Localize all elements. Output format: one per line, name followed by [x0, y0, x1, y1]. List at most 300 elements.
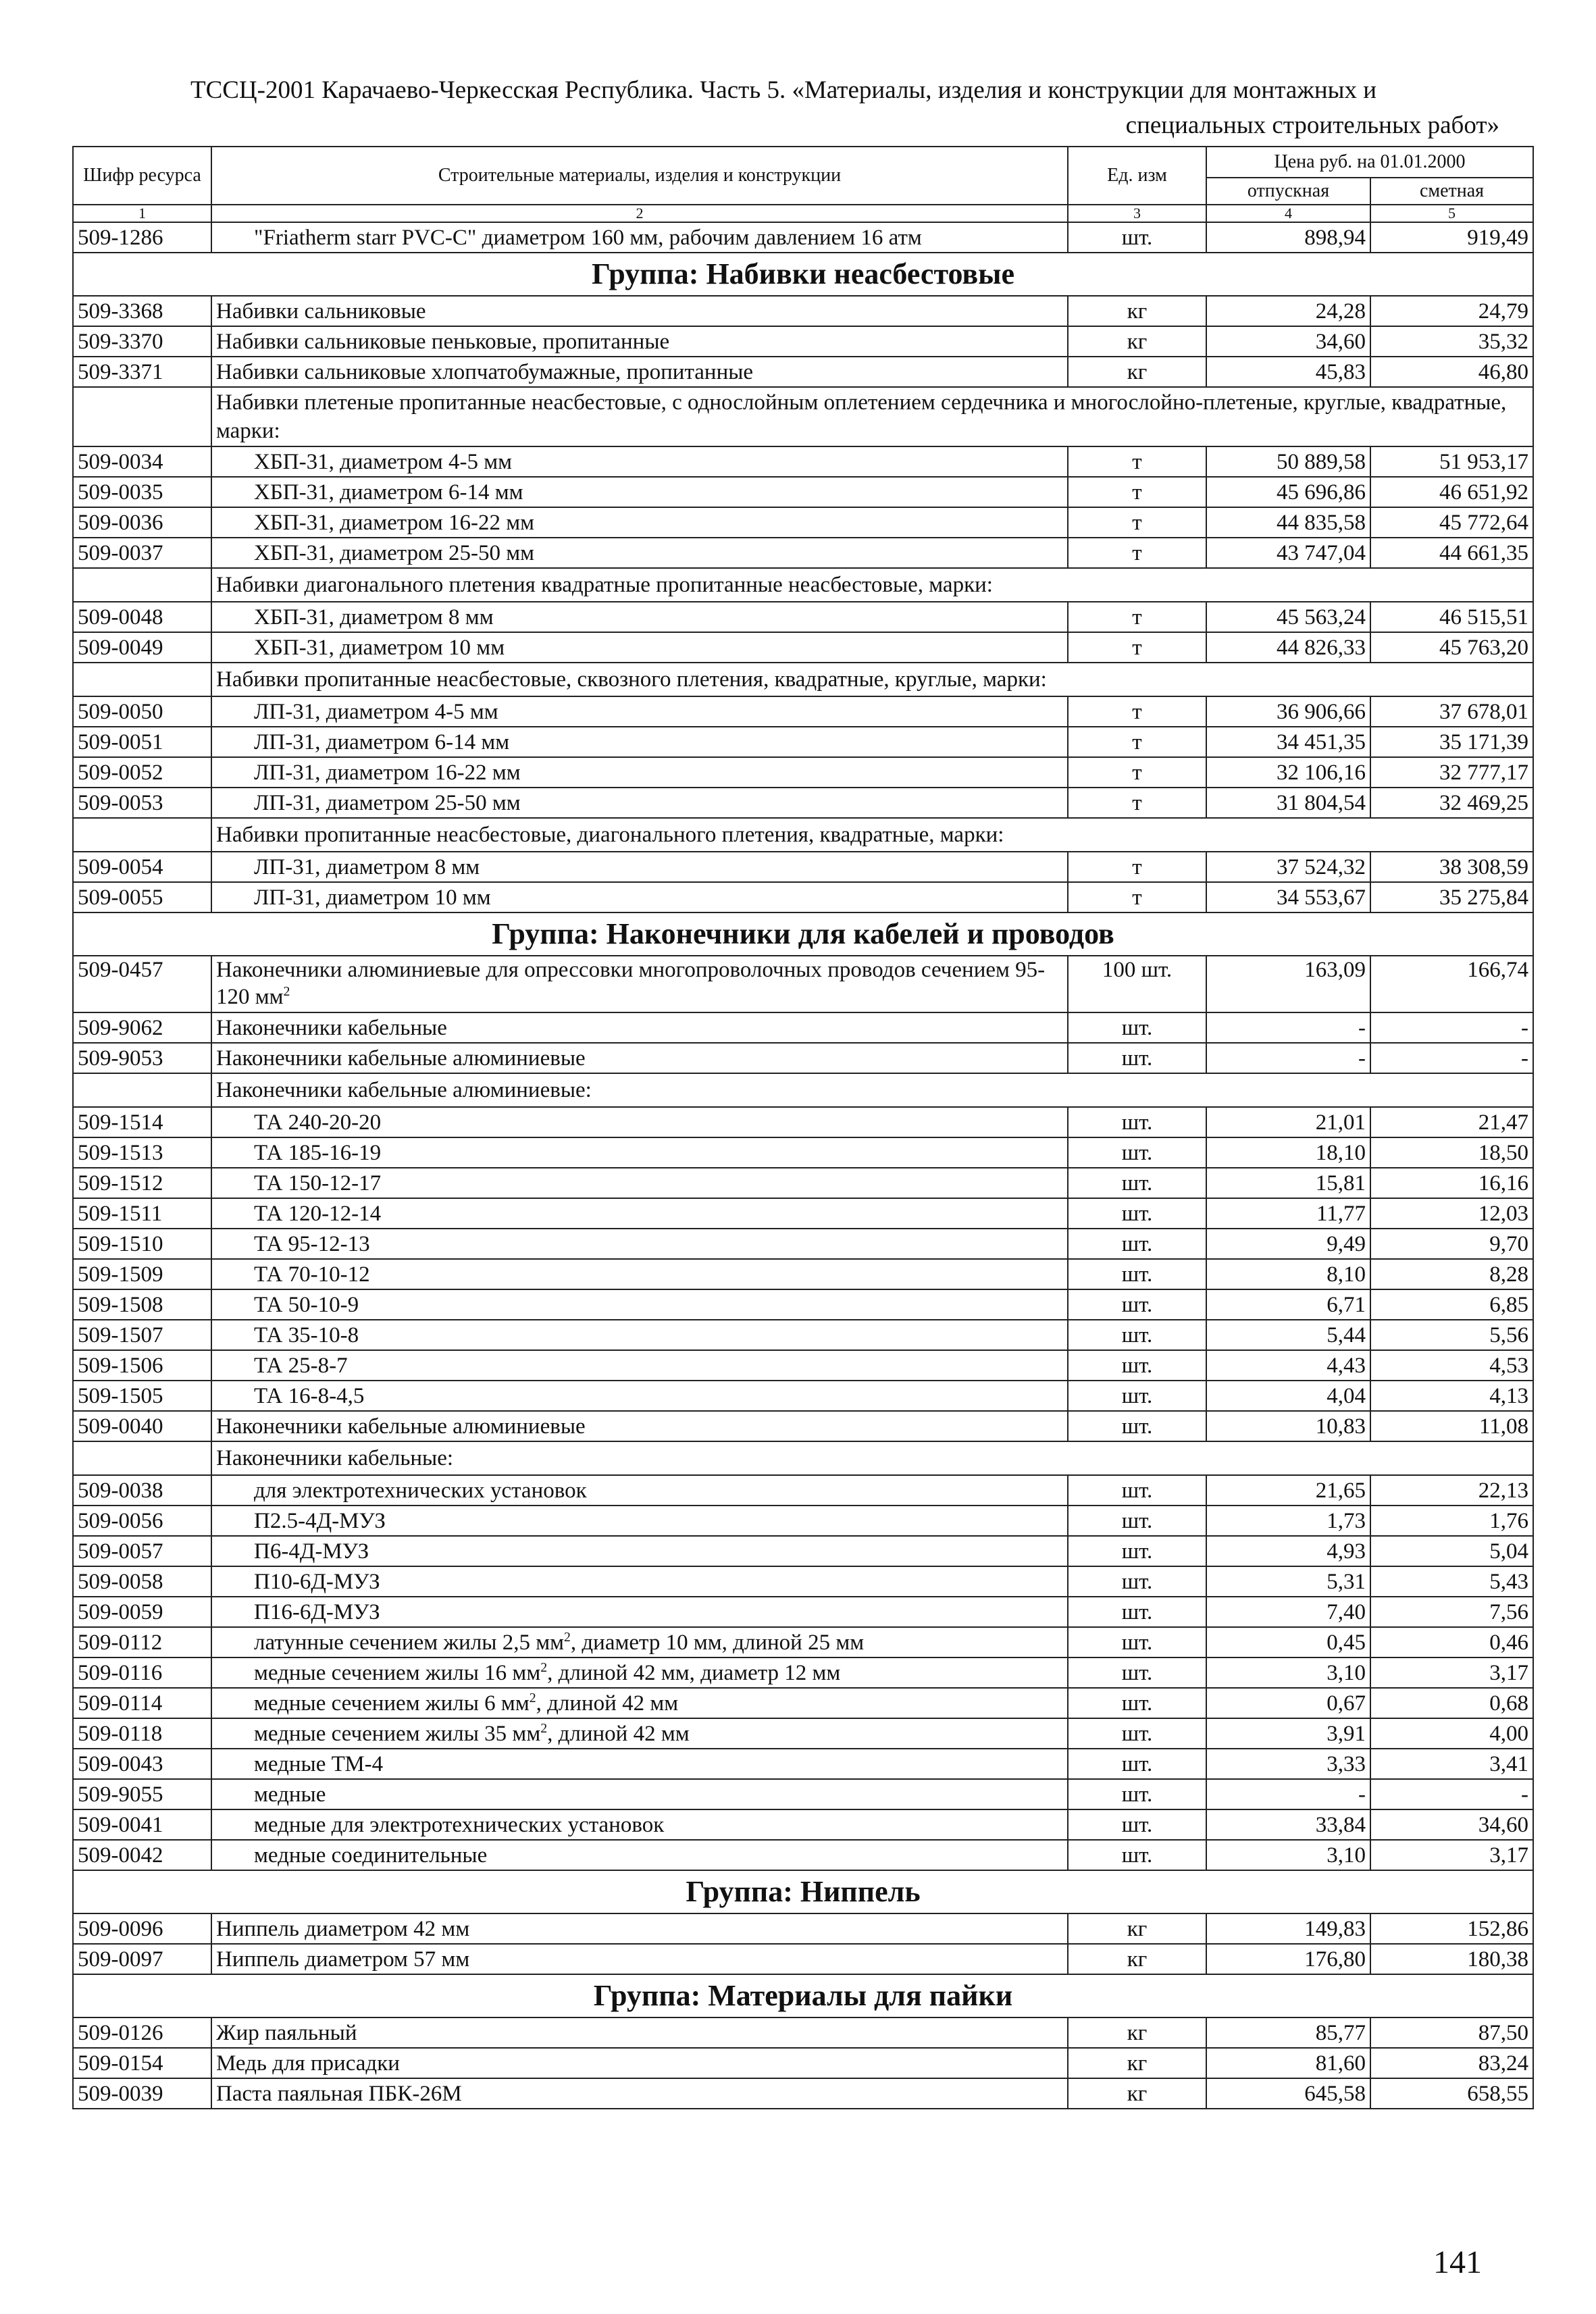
material-name: Наконечники кабельные алюминиевые [211, 1411, 1068, 1441]
group-title: Группа: Материалы для пайки [73, 1974, 1533, 2017]
price-estimate: 1,76 [1370, 1506, 1533, 1536]
table-cell-empty [73, 663, 211, 696]
table-row [73, 2017, 1533, 2048]
resource-code: 509-0043 [73, 1749, 211, 1779]
table-row [73, 757, 1533, 788]
table-row [73, 1506, 1533, 1536]
resource-code: 509-0052 [73, 757, 211, 788]
table-row [73, 1688, 1533, 1718]
price-estimate: 18,50 [1370, 1137, 1533, 1168]
material-name: ТА 185-16-19 [211, 1137, 1068, 1168]
price-estimate: 51 953,17 [1370, 446, 1533, 477]
material-name-text: латунные сечением жилы 2,5 мм [254, 1630, 564, 1655]
price-estimate: - [1370, 1043, 1533, 1073]
price-release: - [1206, 1043, 1370, 1073]
price-estimate: 35,32 [1370, 326, 1533, 357]
resource-code: 509-1505 [73, 1381, 211, 1411]
price-estimate: 8,28 [1370, 1259, 1533, 1289]
resource-code: 509-0036 [73, 507, 211, 538]
material-name: Набивки сальниковые [211, 296, 1068, 326]
price-release: 0,45 [1206, 1627, 1370, 1657]
unit-cell: кг [1068, 296, 1206, 326]
unit-cell: кг [1068, 1944, 1206, 1974]
resource-code: 509-1506 [73, 1350, 211, 1381]
header-name: Строительные материалы, изделия и конструкции [211, 147, 1068, 205]
unit-cell: кг [1068, 357, 1206, 387]
price-estimate: 12,03 [1370, 1198, 1533, 1229]
resource-code: 509-3370 [73, 326, 211, 357]
resource-code: 509-3368 [73, 296, 211, 326]
table-row [73, 1779, 1533, 1809]
unit-cell: шт. [1068, 1566, 1206, 1597]
subheading-text: Наконечники кабельные алюминиевые: [211, 1073, 1533, 1107]
page-number: 141 [1433, 2244, 1482, 2280]
table-row [73, 956, 1533, 1012]
table-row [73, 1566, 1533, 1597]
group-header-row [73, 253, 1533, 296]
table-row [73, 1657, 1533, 1688]
resource-code: 509-0457 [73, 956, 211, 1012]
table-row [73, 1381, 1533, 1411]
price-estimate: 46 651,92 [1370, 477, 1533, 507]
table-row [73, 1168, 1533, 1198]
unit-cell: шт. [1068, 1381, 1206, 1411]
resource-code: 509-0040 [73, 1411, 211, 1441]
unit-cell: т [1068, 602, 1206, 632]
price-release: 44 835,58 [1206, 507, 1370, 538]
material-name: Жир паяльный [211, 2017, 1068, 2048]
resource-code: 509-0057 [73, 1536, 211, 1566]
material-name: Наконечники кабельные [211, 1012, 1068, 1043]
material-name: П10-6Д-МУЗ [211, 1566, 1068, 1597]
superscript: 2 [529, 1690, 536, 1705]
unit-cell: 100 шт. [1068, 956, 1206, 1012]
unit-cell: т [1068, 788, 1206, 818]
material-name: ЛП-31, диаметром 25-50 мм [211, 788, 1068, 818]
resource-code: 509-1507 [73, 1320, 211, 1350]
resource-code: 509-1286 [73, 222, 211, 253]
document-title-line2: специальных строительных работ» [1125, 111, 1499, 139]
unit-cell: кг [1068, 2048, 1206, 2078]
material-name: для электротехнических установок [211, 1475, 1068, 1506]
price-release: 32 106,16 [1206, 757, 1370, 788]
table-row [73, 507, 1533, 538]
unit-cell: шт. [1068, 1012, 1206, 1043]
resource-code: 509-0126 [73, 2017, 211, 2048]
table-row [73, 1840, 1533, 1870]
material-name: П16-6Д-МУЗ [211, 1597, 1068, 1627]
table-row [73, 1350, 1533, 1381]
material-name: ТА 50-10-9 [211, 1289, 1068, 1320]
price-estimate: 32 469,25 [1370, 788, 1533, 818]
header-col-number: 2 [211, 205, 1068, 222]
material-name [211, 1718, 1068, 1749]
price-release: 81,60 [1206, 2048, 1370, 2078]
price-estimate: 7,56 [1370, 1597, 1533, 1627]
table-row [73, 1749, 1533, 1779]
table-row [73, 1229, 1533, 1259]
unit-cell: кг [1068, 326, 1206, 357]
resource-code: 509-0051 [73, 727, 211, 757]
price-release: 21,01 [1206, 1107, 1370, 1137]
unit-cell: шт. [1068, 222, 1206, 253]
resource-code: 509-0042 [73, 1840, 211, 1870]
price-release: 45 563,24 [1206, 602, 1370, 632]
material-name: "Friatherm starr PVC-C" диаметром 160 мм, рабочим давлением 16 атм [211, 222, 1068, 253]
material-name-text: , длиной 42 мм [547, 1721, 690, 1746]
price-estimate: 152,86 [1370, 1913, 1533, 1944]
price-release: - [1206, 1779, 1370, 1809]
material-name: ЛП-31, диаметром 16-22 мм [211, 757, 1068, 788]
price-release: 15,81 [1206, 1168, 1370, 1198]
price-estimate: 35 275,84 [1370, 882, 1533, 912]
resource-code: 509-0097 [73, 1944, 211, 1974]
subheading-text: Набивки пропитанные неасбестовые, сквозного плетения, квадратные, круглые, марки: [211, 663, 1533, 696]
unit-cell: шт. [1068, 1657, 1206, 1688]
material-name: ТА 16-8-4,5 [211, 1381, 1068, 1411]
table-row [73, 882, 1533, 912]
unit-cell: шт. [1068, 1107, 1206, 1137]
material-name: медные ТМ-4 [211, 1749, 1068, 1779]
material-name: ТА 95-12-13 [211, 1229, 1068, 1259]
material-name: медные соединительные [211, 1840, 1068, 1870]
price-estimate: 11,08 [1370, 1411, 1533, 1441]
unit-cell: шт. [1068, 1779, 1206, 1809]
table-row [73, 1107, 1533, 1137]
price-estimate: 45 763,20 [1370, 632, 1533, 663]
unit-cell: т [1068, 727, 1206, 757]
price-release: 3,33 [1206, 1749, 1370, 1779]
price-release: 24,28 [1206, 296, 1370, 326]
material-name: ЛП-31, диаметром 6-14 мм [211, 727, 1068, 757]
resource-code: 509-0058 [73, 1566, 211, 1597]
resource-code: 509-0041 [73, 1809, 211, 1840]
unit-cell: шт. [1068, 1475, 1206, 1506]
price-estimate: 38 308,59 [1370, 852, 1533, 882]
price-release: 8,10 [1206, 1259, 1370, 1289]
price-estimate: 180,38 [1370, 1944, 1533, 1974]
unit-cell: т [1068, 538, 1206, 568]
resource-code: 509-1509 [73, 1259, 211, 1289]
header-col-number: 4 [1206, 205, 1370, 222]
table-cell-empty [73, 568, 211, 602]
material-name: ЛП-31, диаметром 4-5 мм [211, 696, 1068, 727]
price-estimate: 35 171,39 [1370, 727, 1533, 757]
material-name-text: медные сечением жилы 35 мм [254, 1721, 541, 1746]
price-estimate: 24,79 [1370, 296, 1533, 326]
table-row [73, 1597, 1533, 1627]
unit-cell: шт. [1068, 1506, 1206, 1536]
price-estimate: - [1370, 1779, 1533, 1809]
resource-code: 509-9053 [73, 1043, 211, 1073]
price-release: 10,83 [1206, 1411, 1370, 1441]
price-release: 34 553,67 [1206, 882, 1370, 912]
table-row [73, 852, 1533, 882]
price-estimate: 22,13 [1370, 1475, 1533, 1506]
price-release: 33,84 [1206, 1809, 1370, 1840]
unit-cell: шт. [1068, 1411, 1206, 1441]
material-name: ТА 35-10-8 [211, 1320, 1068, 1350]
table-row [73, 2048, 1533, 2078]
unit-cell: шт. [1068, 1168, 1206, 1198]
resource-code: 509-0114 [73, 1688, 211, 1718]
subheading-text: Набивки диагонального плетения квадратные пропитанные неасбестовые, марки: [211, 568, 1533, 602]
header-col-number: 3 [1068, 205, 1206, 222]
material-name: Набивки сальниковые пеньковые, пропитанные [211, 326, 1068, 357]
resource-code: 509-3371 [73, 357, 211, 387]
material-name: Наконечники кабельные алюминиевые [211, 1043, 1068, 1073]
unit-cell: т [1068, 882, 1206, 912]
resource-code: 509-0056 [73, 1506, 211, 1536]
unit-cell: шт. [1068, 1043, 1206, 1073]
table-row [73, 1289, 1533, 1320]
group-title: Группа: Набивки неасбестовые [73, 253, 1533, 296]
unit-cell: шт. [1068, 1289, 1206, 1320]
price-release: 5,31 [1206, 1566, 1370, 1597]
resource-code: 509-0112 [73, 1627, 211, 1657]
price-estimate: 4,13 [1370, 1381, 1533, 1411]
price-estimate: 4,53 [1370, 1350, 1533, 1381]
header-col-number: 5 [1370, 205, 1533, 222]
material-name: ТА 25-8-7 [211, 1350, 1068, 1381]
material-name-text: , длиной 42 мм [536, 1691, 679, 1716]
resource-code: 509-9062 [73, 1012, 211, 1043]
resource-code: 509-0034 [73, 446, 211, 477]
price-estimate: 16,16 [1370, 1168, 1533, 1198]
price-release: 645,58 [1206, 2078, 1370, 2109]
unit-cell: шт. [1068, 1688, 1206, 1718]
table-row [73, 538, 1533, 568]
material-name: ХБП-31, диаметром 10 мм [211, 632, 1068, 663]
group-title: Группа: Наконечники для кабелей и проводов [73, 912, 1533, 956]
resource-code: 509-0048 [73, 602, 211, 632]
material-name: ЛП-31, диаметром 8 мм [211, 852, 1068, 882]
price-estimate: 6,85 [1370, 1289, 1533, 1320]
price-release: 6,71 [1206, 1289, 1370, 1320]
resource-code: 509-0050 [73, 696, 211, 727]
price-release: 85,77 [1206, 2017, 1370, 2048]
price-estimate: - [1370, 1012, 1533, 1043]
material-name: ЛП-31, диаметром 10 мм [211, 882, 1068, 912]
material-name: ХБП-31, диаметром 4-5 мм [211, 446, 1068, 477]
resource-code: 509-1513 [73, 1137, 211, 1168]
price-release: 0,67 [1206, 1688, 1370, 1718]
subheading-row [73, 663, 1533, 696]
resource-code: 509-0116 [73, 1657, 211, 1688]
header-code: Шифр ресурса [73, 147, 211, 205]
unit-cell: т [1068, 757, 1206, 788]
resource-code: 509-0096 [73, 1913, 211, 1944]
price-estimate: 919,49 [1370, 222, 1533, 253]
material-name: П2.5-4Д-МУЗ [211, 1506, 1068, 1536]
resource-code: 509-1514 [73, 1107, 211, 1137]
unit-cell: шт. [1068, 1627, 1206, 1657]
material-name: медные [211, 1779, 1068, 1809]
table-row [73, 1475, 1533, 1506]
material-name: ТА 70-10-12 [211, 1259, 1068, 1289]
price-release: 50 889,58 [1206, 446, 1370, 477]
material-name-text: , диаметр 10 мм, длиной 25 мм [570, 1630, 865, 1655]
material-name-text: Наконечники алюминиевые для опрессовки многопроволочных проводов сечением 95-120 мм [216, 958, 1046, 1009]
price-release: 176,80 [1206, 1944, 1370, 1974]
material-name: Ниппель диаметром 42 мм [211, 1913, 1068, 1944]
material-name [211, 1688, 1068, 1718]
table-row [73, 1043, 1533, 1073]
price-estimate: 3,41 [1370, 1749, 1533, 1779]
subheading-text: Наконечники кабельные: [211, 1441, 1533, 1475]
table-cell-empty [73, 818, 211, 852]
table-row [73, 1259, 1533, 1289]
table-row [73, 788, 1533, 818]
superscript: 2 [540, 1720, 548, 1736]
superscript: 2 [540, 1660, 548, 1675]
subheading-row [73, 1441, 1533, 1475]
unit-cell: т [1068, 446, 1206, 477]
price-estimate: 0,46 [1370, 1627, 1533, 1657]
unit-cell: шт. [1068, 1229, 1206, 1259]
table-row [73, 296, 1533, 326]
table-row [73, 632, 1533, 663]
resource-code: 509-0037 [73, 538, 211, 568]
price-release: 43 747,04 [1206, 538, 1370, 568]
table-row [73, 1320, 1533, 1350]
document-title-line1: ТССЦ-2001 Карачаево-Черкесская Республика. Часть 5. «Материалы, изделия и конструкции для монтажных и [190, 76, 1377, 104]
price-estimate: 658,55 [1370, 2078, 1533, 2109]
price-estimate: 166,74 [1370, 956, 1533, 1012]
table-row [73, 1012, 1533, 1043]
table-row [73, 326, 1533, 357]
material-name [211, 956, 1068, 1012]
unit-cell: шт. [1068, 1320, 1206, 1350]
price-release: 4,04 [1206, 1381, 1370, 1411]
table-row [73, 1627, 1533, 1657]
header-price-release: отпускная [1206, 178, 1370, 205]
material-name-text: медные сечением жилы 6 мм [254, 1691, 530, 1716]
unit-cell: шт. [1068, 1809, 1206, 1840]
table-row [73, 2078, 1533, 2109]
table-row [73, 477, 1533, 507]
resource-code: 509-9055 [73, 1779, 211, 1809]
price-release: 34 451,35 [1206, 727, 1370, 757]
table-row [73, 602, 1533, 632]
unit-cell: шт. [1068, 1749, 1206, 1779]
unit-cell: т [1068, 507, 1206, 538]
resource-code: 509-1510 [73, 1229, 211, 1259]
resource-code: 509-0118 [73, 1718, 211, 1749]
resource-code: 509-0059 [73, 1597, 211, 1627]
price-release: 4,93 [1206, 1536, 1370, 1566]
price-estimate: 3,17 [1370, 1657, 1533, 1688]
subheading-text: Набивки пропитанные неасбестовые, диагонального плетения, квадратные, марки: [211, 818, 1533, 852]
unit-cell: шт. [1068, 1350, 1206, 1381]
price-estimate: 5,04 [1370, 1536, 1533, 1566]
unit-cell: шт. [1068, 1259, 1206, 1289]
resource-code: 509-1508 [73, 1289, 211, 1320]
price-estimate: 45 772,64 [1370, 507, 1533, 538]
unit-cell: кг [1068, 1913, 1206, 1944]
resource-code: 509-0035 [73, 477, 211, 507]
material-name: Медь для присадки [211, 2048, 1068, 2078]
superscript: 2 [283, 984, 290, 999]
price-release: 45,83 [1206, 357, 1370, 387]
resource-code: 509-0053 [73, 788, 211, 818]
material-name: Набивки сальниковые хлопчатобумажные, пропитанные [211, 357, 1068, 387]
table-row [73, 446, 1533, 477]
subheading-row [73, 387, 1533, 446]
price-estimate: 5,56 [1370, 1320, 1533, 1350]
unit-cell: т [1068, 852, 1206, 882]
price-estimate: 32 777,17 [1370, 757, 1533, 788]
material-name: медные для электротехнических установок [211, 1809, 1068, 1840]
resource-code: 509-0039 [73, 2078, 211, 2109]
unit-cell: кг [1068, 2017, 1206, 2048]
resource-code: 509-1511 [73, 1198, 211, 1229]
price-release: 163,09 [1206, 956, 1370, 1012]
material-name: ТА 240-20-20 [211, 1107, 1068, 1137]
table-row [73, 357, 1533, 387]
unit-cell: т [1068, 632, 1206, 663]
price-release: 3,10 [1206, 1840, 1370, 1870]
resource-code: 509-0049 [73, 632, 211, 663]
header-col-number: 1 [73, 205, 211, 222]
group-title: Группа: Ниппель [73, 1870, 1533, 1913]
subheading-row [73, 568, 1533, 602]
price-estimate: 37 678,01 [1370, 696, 1533, 727]
material-name: ХБП-31, диаметром 6-14 мм [211, 477, 1068, 507]
price-estimate: 21,47 [1370, 1107, 1533, 1137]
unit-cell: шт. [1068, 1718, 1206, 1749]
resource-code: 509-0054 [73, 852, 211, 882]
unit-cell: шт. [1068, 1198, 1206, 1229]
price-estimate: 34,60 [1370, 1809, 1533, 1840]
unit-cell: кг [1068, 2078, 1206, 2109]
price-estimate: 87,50 [1370, 2017, 1533, 2048]
material-name-text: медные сечением жилы 16 мм [254, 1660, 541, 1685]
table-row [73, 1718, 1533, 1749]
price-release: 149,83 [1206, 1913, 1370, 1944]
unit-cell: шт. [1068, 1597, 1206, 1627]
price-release: 45 696,86 [1206, 477, 1370, 507]
material-name: ХБП-31, диаметром 25-50 мм [211, 538, 1068, 568]
price-release: 11,77 [1206, 1198, 1370, 1229]
table-row [73, 1944, 1533, 1974]
subheading-text: Набивки плетеные пропитанные неасбестовые, с однослойным оплетением сердечника и многослойно-плетеные, круглые, квадратные, марки: [211, 387, 1533, 446]
table-row [73, 1536, 1533, 1566]
table-row [73, 727, 1533, 757]
material-name: ТА 150-12-17 [211, 1168, 1068, 1198]
price-estimate: 46 515,51 [1370, 602, 1533, 632]
material-name: Ниппель диаметром 57 мм [211, 1944, 1068, 1974]
superscript: 2 [563, 1629, 571, 1645]
resource-code: 509-0038 [73, 1475, 211, 1506]
unit-cell: шт. [1068, 1536, 1206, 1566]
price-estimate: 83,24 [1370, 2048, 1533, 2078]
subheading-row [73, 1073, 1533, 1107]
table-row [73, 696, 1533, 727]
unit-cell: шт. [1068, 1137, 1206, 1168]
material-name: ТА 120-12-14 [211, 1198, 1068, 1229]
price-release: 44 826,33 [1206, 632, 1370, 663]
material-name [211, 1627, 1068, 1657]
unit-cell: шт. [1068, 1840, 1206, 1870]
table-row [73, 222, 1533, 253]
price-release: 5,44 [1206, 1320, 1370, 1350]
price-estimate: 44 661,35 [1370, 538, 1533, 568]
unit-cell: т [1068, 477, 1206, 507]
table-row [73, 1809, 1533, 1840]
material-name: П6-4Д-МУЗ [211, 1536, 1068, 1566]
price-release: 34,60 [1206, 326, 1370, 357]
